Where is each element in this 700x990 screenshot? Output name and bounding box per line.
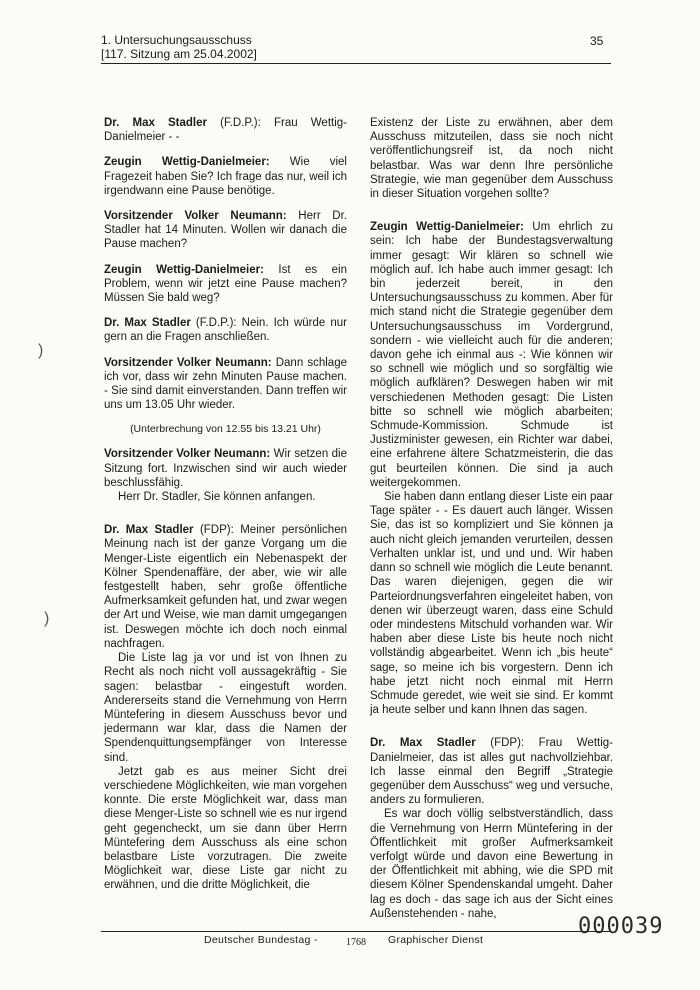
- speaker-name: Dr. Max Stadler: [104, 117, 207, 129]
- continuation-paragraph: [104, 490, 347, 504]
- header-rule: [101, 63, 611, 64]
- speaker-name: Dr. Max Stadler: [370, 737, 476, 750]
- speech-text: (FDP): Frau Wettig-Danielmeier, das ist alles gut nachvollziehbar. Ich lasse einmal den Begriff „Strategie gegenüber dem Ausschuss“ weg und versuche, anders zu formulieren.: [370, 737, 613, 807]
- footer-publisher: Deutscher Bundestag -: [204, 934, 318, 946]
- speaker-paragraph: [104, 523, 347, 651]
- speaker-name: Vorsitzender Volker Neumann:: [104, 448, 271, 461]
- footer-page-number: 1768: [346, 937, 366, 948]
- speaker-name: Zeugin Wettig-Danielmeier:: [370, 221, 524, 234]
- speaker-name: Dr. Max Stadler: [104, 317, 191, 330]
- speech-text: Wie viel Fragezeit haben Sie? Ich frage das nur, weil ich irgendwann eine Pause benötige.: [104, 156, 347, 197]
- speaker-paragraph: [104, 155, 347, 198]
- document-stamp-number: 000039: [578, 914, 664, 939]
- left-column: [104, 116, 347, 893]
- margin-mark-bracket: ): [38, 342, 44, 359]
- speech-text: Herr Dr. Stadler hat 14 Minuten. Wollen wir danach die Pause machen?: [104, 210, 347, 251]
- margin-mark-bracket: ): [44, 610, 50, 627]
- footer-service: Graphischer Dienst: [388, 934, 484, 946]
- page-number: 35: [590, 34, 604, 48]
- right-column: [370, 116, 613, 921]
- speaker-name: Zeugin Wettig-Danielmeier:: [104, 156, 270, 169]
- speaker-name: Dr. Max Stadler: [104, 524, 194, 537]
- speaker-name: Zeugin Wettig-Danielmeier:: [104, 263, 264, 276]
- page-header: [101, 33, 611, 61]
- page-footer: [101, 927, 611, 957]
- speech-text: Es war doch völlig selbstverständlich, dass die Vernehmung von Herrn Müntefering in der Öffentlichkeit mit großer Aufmerksamkeit verfolgt würde und davon eine Bewertung in der Öffentlichkeit mit abhing, wie die SPD mit diesem Kölner Spendenskandal umgeht. Daher lag es doch - das sage ich aus der Sicht eines Außenstehenden - nahe,: [370, 808, 613, 920]
- speaker-paragraph: [370, 736, 613, 807]
- continuation-paragraph: [370, 116, 613, 201]
- committee-title: 1. Untersuchungsausschuss: [101, 33, 252, 47]
- continuation-paragraph: [370, 807, 613, 921]
- speech-text: Dann schlage ich vor, dass wir zehn Minuten Pause machen. - Sie sind damit einverstanden. Dann treffen wir uns um 13.05 Uhr wieder.: [104, 356, 347, 412]
- session-info: [117. Sitzung am 25.04.2002]: [101, 47, 257, 61]
- speech-text: (FDP): Meiner persönlichen Meinung nach ist der ganze Vorgang um die Menger-Liste eigentlich ein Nebenaspekt der Kölner Spendenaffäre, der aber, wie wir alle festgestellt haben, sehr große öffentliche Aufmerksamkeit gefunden hat, und zwar wegen der Art und Weise, wie man damit umgegangen ist. Deswegen möchte ich doch noch einmal nachfragen.: [104, 524, 347, 650]
- speech-text: Um ehrlich zu sein: Ich habe der Bundestagsverwaltung immer gesagt: Wir klären so schnell wie möglich auf. Ich habe auch immer gesagt: Ich bin jederzeit bereit, in den Untersuchungsausschuss zu kommen. Aber für mich stand nicht die Strategie gegenüber dem Untersuchungsausschuss im Vordergrund, sondern - wie vielleicht auch für die anderen; davon gehe ich einmal aus -: Wie können wir so schnell wie möglich und so sorgfältig wie möglich aufklären? Deswegen haben wir mit verschiedenen Methoden gesagt: Die Listen bitte so schnell wie möglich abarbeiten; Schmude-Kommission. Schmude ist Justizminister gewesen, ein Richter war dabei, eine erfahrene ältere Schatzmeisterin, die das gut beurteilen können. Die sind ja auch weitergekommen.: [370, 221, 613, 489]
- speaker-paragraph: [104, 447, 347, 490]
- speaker-name: Vorsitzender Volker Neumann:: [104, 210, 287, 223]
- continuation-paragraph: [104, 765, 347, 893]
- speech-text: Wir setzen die Sitzung fort. Inzwischen sind wir auch wieder beschlussfähig.: [104, 448, 347, 489]
- speech-text: (F.D.P.): Nein. Ich würde nur gern an die Fragen anschließen.: [104, 317, 347, 344]
- speaker-paragraph: [104, 356, 347, 413]
- continuation-paragraph: [370, 490, 613, 717]
- speech-text: Sie haben dann entlang dieser Liste ein paar Tage später - - Es dauert auch länger. Wissen Sie, das ist so kompliziert und Sie können ja auch nicht gleich jemanden verurteilen, dessen Verhalten unklar ist, und und und. Wir haben dann so schnell wie möglich die Leute benannt. Das waren diejenigen, gegen die wir Parteiordnungsverfahren eingeleitet haben, von denen wir überzeugt waren, dass eine Schuld oder mindestens Mitschuld vorhanden war. Wir haben aber diese Liste bis heute noch nicht vollständig abgearbeitet. Wenn ich „bis heute“ sage, so meine ich bis vorgestern. Denn ich habe jetzt nicht noch einmal mit Herrn Schmude geredet, wie weit sie sind. Er kommt ja heute selber und kann Ihnen das sagen.: [370, 491, 613, 717]
- speech-text: Ist es ein Problem, wenn wir jetzt eine Pause machen? Müssen Sie bald weg?: [104, 263, 348, 305]
- session-break-note: (Unterbrechung von 12.55 bis 13.21 Uhr): [130, 423, 321, 436]
- continuation-paragraph: [104, 651, 347, 765]
- speaker-name: Vorsitzender Volker Neumann:: [104, 356, 272, 369]
- speech-text: Existenz der Liste zu erwähnen, aber dem Ausschuss mitzuteilen, dass sie noch nicht veröffentlichungsreif ist, da noch nicht belastbar. Was war denn Ihre persönliche Strategie, wie man gegenüber dem Ausschuss in dieser Situation vorgehen sollte?: [370, 117, 613, 201]
- speaker-paragraph: [104, 209, 347, 252]
- speech-text: Herr Dr. Stadler, Sie können anfangen.: [118, 491, 316, 504]
- speech-text: Jetzt gab es aus meiner Sicht drei verschiedene Möglichkeiten, wie man vorgehen konnte. Die erste Möglichkeit war, dass man diese Menger-Liste so schnell wie es nur irgend geht gegencheckt, um sie dann über Herrn Müntefering dem Ausschuss als eine schon belastbare Liste vorzutragen. Die zweite Möglichkeit war, diese Liste gar nicht zu erwähnen, und die dritte Möglichkeit, die: [104, 765, 347, 892]
- speaker-paragraph: [104, 316, 347, 344]
- speaker-paragraph: [104, 116, 347, 144]
- speaker-paragraph: [104, 263, 347, 306]
- speech-text: (F.D.P.): Frau Wettig-Danielmeier - -: [104, 117, 347, 144]
- speaker-paragraph: [370, 220, 613, 490]
- speech-text: Die Liste lag ja vor und ist von Ihnen zu Recht als noch nicht voll aussagekräftig - Sie sagen: belastbar - eingestuft worden. Andererseits stand die Vernehmung von Herrn Müntefering in diesem Ausschuss bevor und jedermann war klar, dass die Namen der Spendenquittungsempfänger von Interesse sind.: [104, 652, 347, 764]
